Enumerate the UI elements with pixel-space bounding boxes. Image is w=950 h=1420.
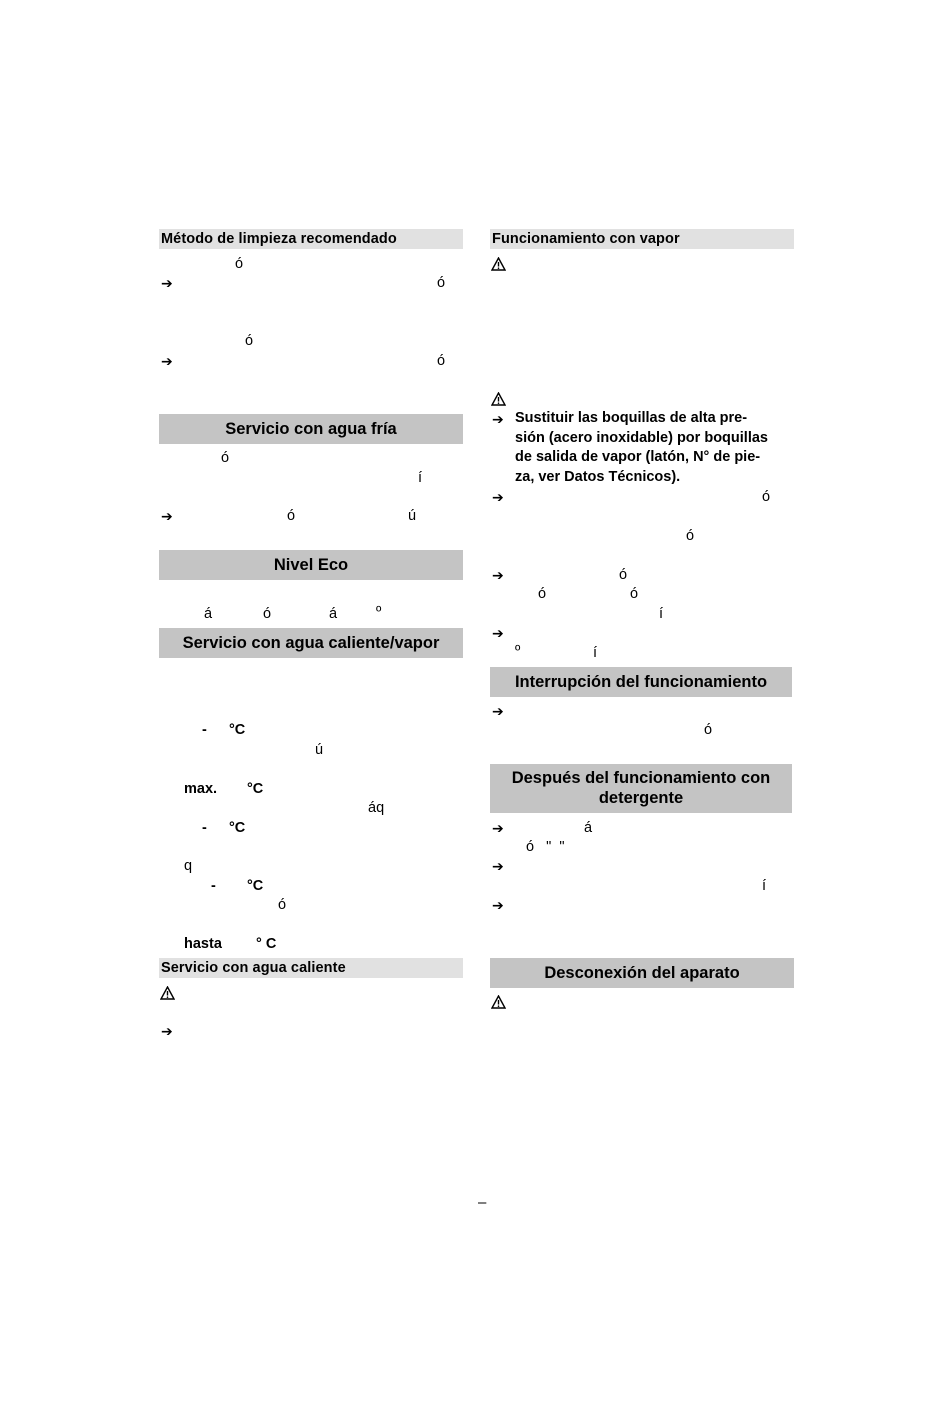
text-fragment: ó xyxy=(704,722,713,738)
text-fragment: ó xyxy=(287,508,296,524)
heading-line: detergente xyxy=(598,789,684,807)
text-fragment: - xyxy=(202,722,207,738)
text-fragment: í xyxy=(593,645,598,661)
heading-line: Después del funcionamiento con xyxy=(511,769,771,787)
text-fragment: - xyxy=(202,820,207,836)
text-fragment: hasta xyxy=(184,936,222,952)
text-fragment: í xyxy=(418,470,423,486)
text-fragment: á xyxy=(329,606,338,622)
heading-nivel-eco: Nivel Eco xyxy=(159,550,463,580)
arrow-icon: ➔ xyxy=(161,275,173,291)
text-fragment: ó xyxy=(630,586,639,602)
warning-icon xyxy=(160,986,175,1000)
heading-metodo: Método de limpieza recomendado xyxy=(159,229,463,249)
heading-vapor: Funcionamiento con vapor xyxy=(490,229,794,249)
text-fragment: á xyxy=(204,606,213,622)
arrow-icon: ➔ xyxy=(492,411,504,427)
text-fragment: q xyxy=(184,858,193,874)
text-fragment: º xyxy=(515,643,521,659)
text-fragment: - xyxy=(211,878,216,894)
text-fragment: °C xyxy=(229,722,246,738)
text-fragment: °C xyxy=(229,820,246,836)
arrow-icon: ➔ xyxy=(492,858,504,874)
arrow-icon: ➔ xyxy=(492,625,504,641)
text-fragment: á xyxy=(584,820,593,836)
instruction-line: Sustituir las boquillas de alta pre- xyxy=(515,410,748,426)
instruction-line: sión (acero inoxidable) por boquillas xyxy=(515,429,768,446)
arrow-icon: ➔ xyxy=(492,567,504,583)
heading-agua-caliente-vapor: Servicio con agua caliente/vapor xyxy=(159,628,463,658)
warning-icon xyxy=(491,995,506,1009)
arrow-icon: ➔ xyxy=(492,489,504,505)
heading-despues xyxy=(490,764,792,813)
text-fragment: º xyxy=(376,604,382,620)
arrow-icon: ➔ xyxy=(161,1023,173,1039)
text-fragment: ó xyxy=(538,586,547,602)
text-fragment: ó xyxy=(437,275,446,291)
arrow-icon: ➔ xyxy=(161,508,173,524)
heading-agua-caliente: Servicio con agua caliente xyxy=(159,958,463,978)
text-fragment: ú xyxy=(315,742,324,758)
text-fragment: ° C xyxy=(256,936,277,952)
text-fragment: ú xyxy=(408,508,417,524)
warning-icon xyxy=(491,257,506,271)
text-fragment: áq xyxy=(368,800,385,816)
heading-agua-fria: Servicio con agua fría xyxy=(159,414,463,444)
text-fragment: °C xyxy=(247,781,264,797)
text-fragment: ó xyxy=(762,489,771,505)
text-fragment: ó " " xyxy=(526,839,565,855)
text-fragment: ó xyxy=(686,528,695,544)
text-fragment: ó xyxy=(245,333,254,349)
text-fragment: ó xyxy=(221,450,230,466)
heading-interrupcion: Interrupción del funcionamiento xyxy=(490,667,792,697)
text-fragment: ó xyxy=(619,567,628,583)
text-fragment: °C xyxy=(247,878,264,894)
instruction-boquillas xyxy=(515,409,795,487)
arrow-icon: ➔ xyxy=(492,897,504,913)
arrow-icon: ➔ xyxy=(492,703,504,719)
arrow-icon: ➔ xyxy=(492,820,504,836)
text-fragment: ó xyxy=(263,606,272,622)
page-number: – xyxy=(478,1194,487,1211)
arrow-icon: ➔ xyxy=(161,353,173,369)
text-fragment: í xyxy=(659,606,664,622)
text-fragment: max. xyxy=(184,781,218,797)
text-fragment: ó xyxy=(278,897,287,913)
instruction-line: de salida de vapor (latón, N° de pie- xyxy=(515,449,761,465)
heading-desconexion: Desconexión del aparato xyxy=(490,958,794,988)
instruction-line: za, ver Datos Técnicos). xyxy=(515,468,681,485)
text-fragment: í xyxy=(762,878,767,894)
text-fragment: ó xyxy=(235,256,244,272)
warning-icon xyxy=(491,392,506,406)
text-fragment: ó xyxy=(437,353,446,369)
